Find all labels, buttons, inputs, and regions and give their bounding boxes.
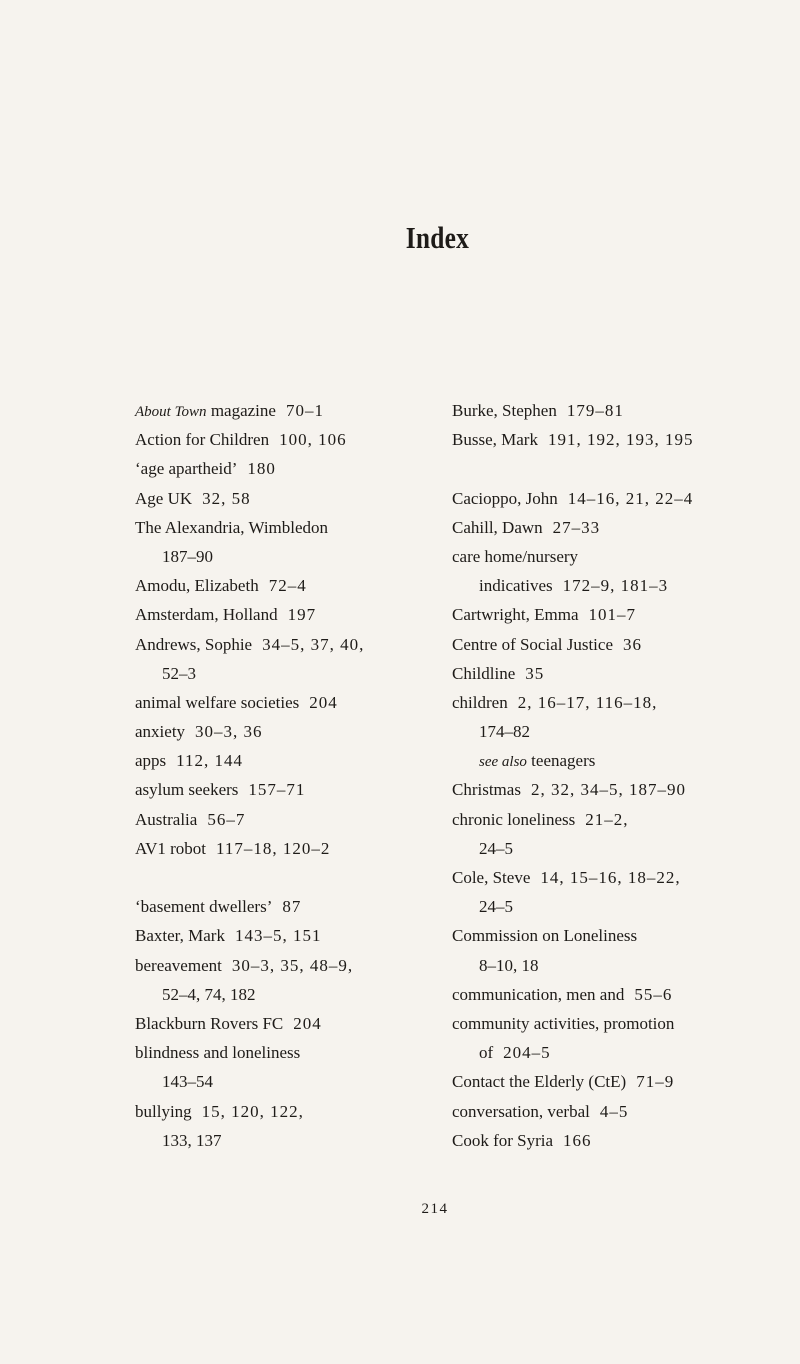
entry-term: Cartwright, Emma bbox=[452, 605, 579, 625]
entry-term: Baxter, Mark bbox=[135, 926, 225, 946]
entry-pages: 2, 16–17, 116–18, bbox=[517, 692, 658, 712]
entry-pages: 100, 106 bbox=[279, 430, 347, 450]
entry-pages: 34–5, 37, 40, bbox=[262, 634, 365, 654]
entry-term: chronic loneliness bbox=[452, 809, 576, 829]
index-entry bbox=[452, 1126, 782, 1155]
index-entry bbox=[135, 484, 455, 513]
index-entry bbox=[452, 630, 782, 659]
entry-term: Amsterdam, Holland bbox=[135, 605, 278, 625]
index-entry bbox=[135, 746, 455, 775]
entry-pages: 204 bbox=[293, 1013, 322, 1033]
entry-term: communication, men and bbox=[452, 984, 625, 1004]
entry-term: Australia bbox=[135, 809, 198, 829]
entry-pages: 197 bbox=[287, 605, 317, 625]
index-entry bbox=[135, 892, 455, 921]
entry-term: Contact the Elderly (CtE) bbox=[452, 1072, 627, 1092]
entry-term: Blackburn Rovers FC bbox=[135, 1013, 284, 1033]
entry-term: indicatives bbox=[479, 576, 553, 596]
entry-pages: 71–9 bbox=[636, 1072, 675, 1092]
entry-term: Cole, Steve bbox=[452, 868, 531, 887]
entry-pages: 157–71 bbox=[248, 780, 306, 800]
entry-italic: see also bbox=[479, 754, 527, 771]
entry-term: Childline bbox=[452, 663, 516, 683]
entry-term: 174–82 bbox=[479, 722, 530, 742]
entry-pages: 117–18, 120–2 bbox=[216, 838, 331, 858]
entry-term: 187–90 bbox=[162, 546, 213, 566]
entry-term: bullying bbox=[135, 1101, 192, 1121]
entry-term: magazine bbox=[206, 401, 276, 420]
section-gap bbox=[135, 863, 455, 892]
index-entry bbox=[452, 951, 782, 980]
index-entry bbox=[452, 484, 782, 513]
index-entry bbox=[452, 1038, 782, 1067]
entry-term: 143–54 bbox=[162, 1072, 213, 1092]
index-entry bbox=[452, 688, 782, 717]
entry-term: 52–3 bbox=[162, 663, 196, 683]
entry-term: ‘basement dwellers’ bbox=[135, 897, 273, 917]
index-entry bbox=[452, 425, 782, 454]
index-entry bbox=[452, 746, 782, 775]
index-entry bbox=[452, 1009, 782, 1038]
entry-term: Action for Children bbox=[135, 430, 270, 450]
entry-pages: 72–4 bbox=[268, 576, 307, 596]
entry-pages: 204 bbox=[309, 692, 338, 712]
index-entry bbox=[452, 513, 782, 542]
index-entry bbox=[135, 688, 455, 717]
index-entry bbox=[135, 630, 455, 659]
entry-pages: 172–9, 181–3 bbox=[562, 576, 669, 596]
index-entry bbox=[135, 805, 455, 834]
entry-italic: About Town bbox=[135, 404, 207, 420]
entry-term: Cook for Syria bbox=[452, 1130, 554, 1150]
entry-pages: 21–2, bbox=[585, 809, 629, 829]
entry-term: Centre of Social Justice bbox=[452, 634, 613, 654]
index-entry bbox=[135, 1009, 455, 1038]
entry-pages: 143–5, 151 bbox=[234, 926, 322, 946]
entry-pages: 30–3, 36 bbox=[195, 722, 263, 742]
entry-term: conversation, verbal bbox=[452, 1101, 590, 1121]
section-gap bbox=[452, 454, 782, 483]
entry-term: Cahill, Dawn bbox=[452, 517, 543, 537]
index-entry bbox=[135, 717, 455, 746]
index-entry bbox=[135, 951, 455, 980]
entry-term: 8–10, 18 bbox=[479, 955, 539, 975]
entry-term: Busse, Mark bbox=[452, 430, 538, 450]
entry-term: 52–4, 74, 182 bbox=[162, 984, 256, 1004]
index-entry bbox=[135, 600, 455, 629]
entry-pages: 87 bbox=[282, 897, 302, 917]
entry-term: Burke, Stephen bbox=[452, 401, 557, 420]
entry-pages: 32, 58 bbox=[202, 488, 251, 508]
entry-term: care home/nursery bbox=[452, 546, 579, 566]
index-entry bbox=[135, 1097, 455, 1126]
index-entry bbox=[135, 513, 455, 542]
index-entry bbox=[452, 834, 782, 863]
index-entry bbox=[452, 600, 782, 629]
entry-term: apps bbox=[135, 751, 167, 771]
index-entry bbox=[135, 1067, 455, 1096]
entry-term: bereavement bbox=[135, 955, 222, 975]
index-column-right bbox=[452, 396, 782, 1155]
entry-pages: 70–1 bbox=[285, 401, 324, 420]
entry-term: anxiety bbox=[135, 722, 186, 742]
entry-term: children bbox=[452, 692, 508, 712]
entry-term: The Alexandria, Wimbledon bbox=[135, 517, 329, 537]
index-entry bbox=[452, 542, 782, 571]
index-entry bbox=[135, 921, 455, 950]
index-column-left bbox=[135, 396, 455, 1155]
index-entry bbox=[452, 1097, 782, 1126]
index-entry bbox=[452, 863, 782, 892]
entry-term: 24–5 bbox=[479, 897, 513, 917]
index-entry bbox=[135, 542, 455, 571]
index-entry bbox=[452, 892, 782, 921]
entry-pages: 179–81 bbox=[566, 401, 624, 420]
entry-pages: 15, 120, 122, bbox=[201, 1101, 304, 1121]
entry-term: community activities, promotion bbox=[452, 1013, 675, 1033]
entry-term: Amodu, Elizabeth bbox=[135, 576, 259, 596]
entry-pages: 14–16, 21, 22–4 bbox=[567, 488, 694, 508]
entry-pages: 101–7 bbox=[588, 605, 637, 625]
entry-term: 133, 137 bbox=[162, 1130, 222, 1150]
entry-term: blindness and loneliness bbox=[135, 1043, 301, 1063]
entry-pages: 112, 144 bbox=[176, 751, 244, 771]
index-entry bbox=[452, 396, 782, 425]
entry-pages: 27–33 bbox=[552, 517, 601, 537]
entry-pages: 2, 32, 34–5, 187–90 bbox=[530, 780, 686, 800]
entry-term: AV1 robot bbox=[135, 838, 206, 858]
index-entry bbox=[135, 396, 455, 425]
index-entry bbox=[135, 834, 455, 863]
entry-pages: 35 bbox=[525, 663, 545, 683]
entry-term: ‘age apartheid’ bbox=[135, 459, 238, 479]
entry-term: Age UK bbox=[135, 488, 193, 508]
index-entry bbox=[135, 454, 455, 483]
index-entry bbox=[452, 980, 782, 1009]
entry-pages: 166 bbox=[563, 1130, 592, 1150]
entry-term: animal welfare societies bbox=[135, 692, 300, 712]
entry-pages: 191, 192, 193, 195 bbox=[547, 430, 694, 450]
entry-term: Andrews, Sophie bbox=[135, 634, 253, 654]
entry-term: Commission on Loneliness bbox=[452, 926, 638, 946]
index-entry bbox=[452, 717, 782, 746]
page-number: 214 bbox=[421, 1201, 449, 1217]
entry-pages: 30–3, 35, 48–9, bbox=[231, 955, 354, 975]
index-entry bbox=[135, 659, 455, 688]
index-entry bbox=[452, 805, 782, 834]
entry-pages: 180 bbox=[247, 459, 276, 479]
entry-pages: 36 bbox=[623, 634, 642, 654]
entry-term: 24–5 bbox=[479, 838, 513, 858]
index-entry bbox=[135, 1126, 455, 1155]
index-entry bbox=[135, 425, 455, 454]
entry-pages: 204–5 bbox=[503, 1043, 551, 1063]
index-entry bbox=[452, 1067, 782, 1096]
entry-pages: 56–7 bbox=[207, 809, 246, 829]
index-entry bbox=[452, 775, 782, 804]
entry-pages: 14, 15–16, 18–22, bbox=[540, 868, 681, 887]
index-entry bbox=[135, 571, 455, 600]
entry-pages: 55–6 bbox=[634, 984, 673, 1004]
index-entry bbox=[452, 571, 782, 600]
index-entry bbox=[135, 1038, 455, 1067]
index-entry bbox=[135, 980, 455, 1009]
index-entry bbox=[135, 775, 455, 804]
entry-term: teenagers bbox=[526, 751, 596, 771]
entry-term: of bbox=[479, 1043, 494, 1063]
index-entry bbox=[452, 659, 782, 688]
entry-term: Cacioppo, John bbox=[452, 488, 558, 508]
entry-term: Christmas bbox=[452, 780, 521, 800]
index-entry bbox=[452, 921, 782, 950]
entry-term: asylum seekers bbox=[135, 780, 239, 800]
entry-pages: 4–5 bbox=[599, 1101, 629, 1121]
page-title: Index bbox=[405, 220, 470, 255]
